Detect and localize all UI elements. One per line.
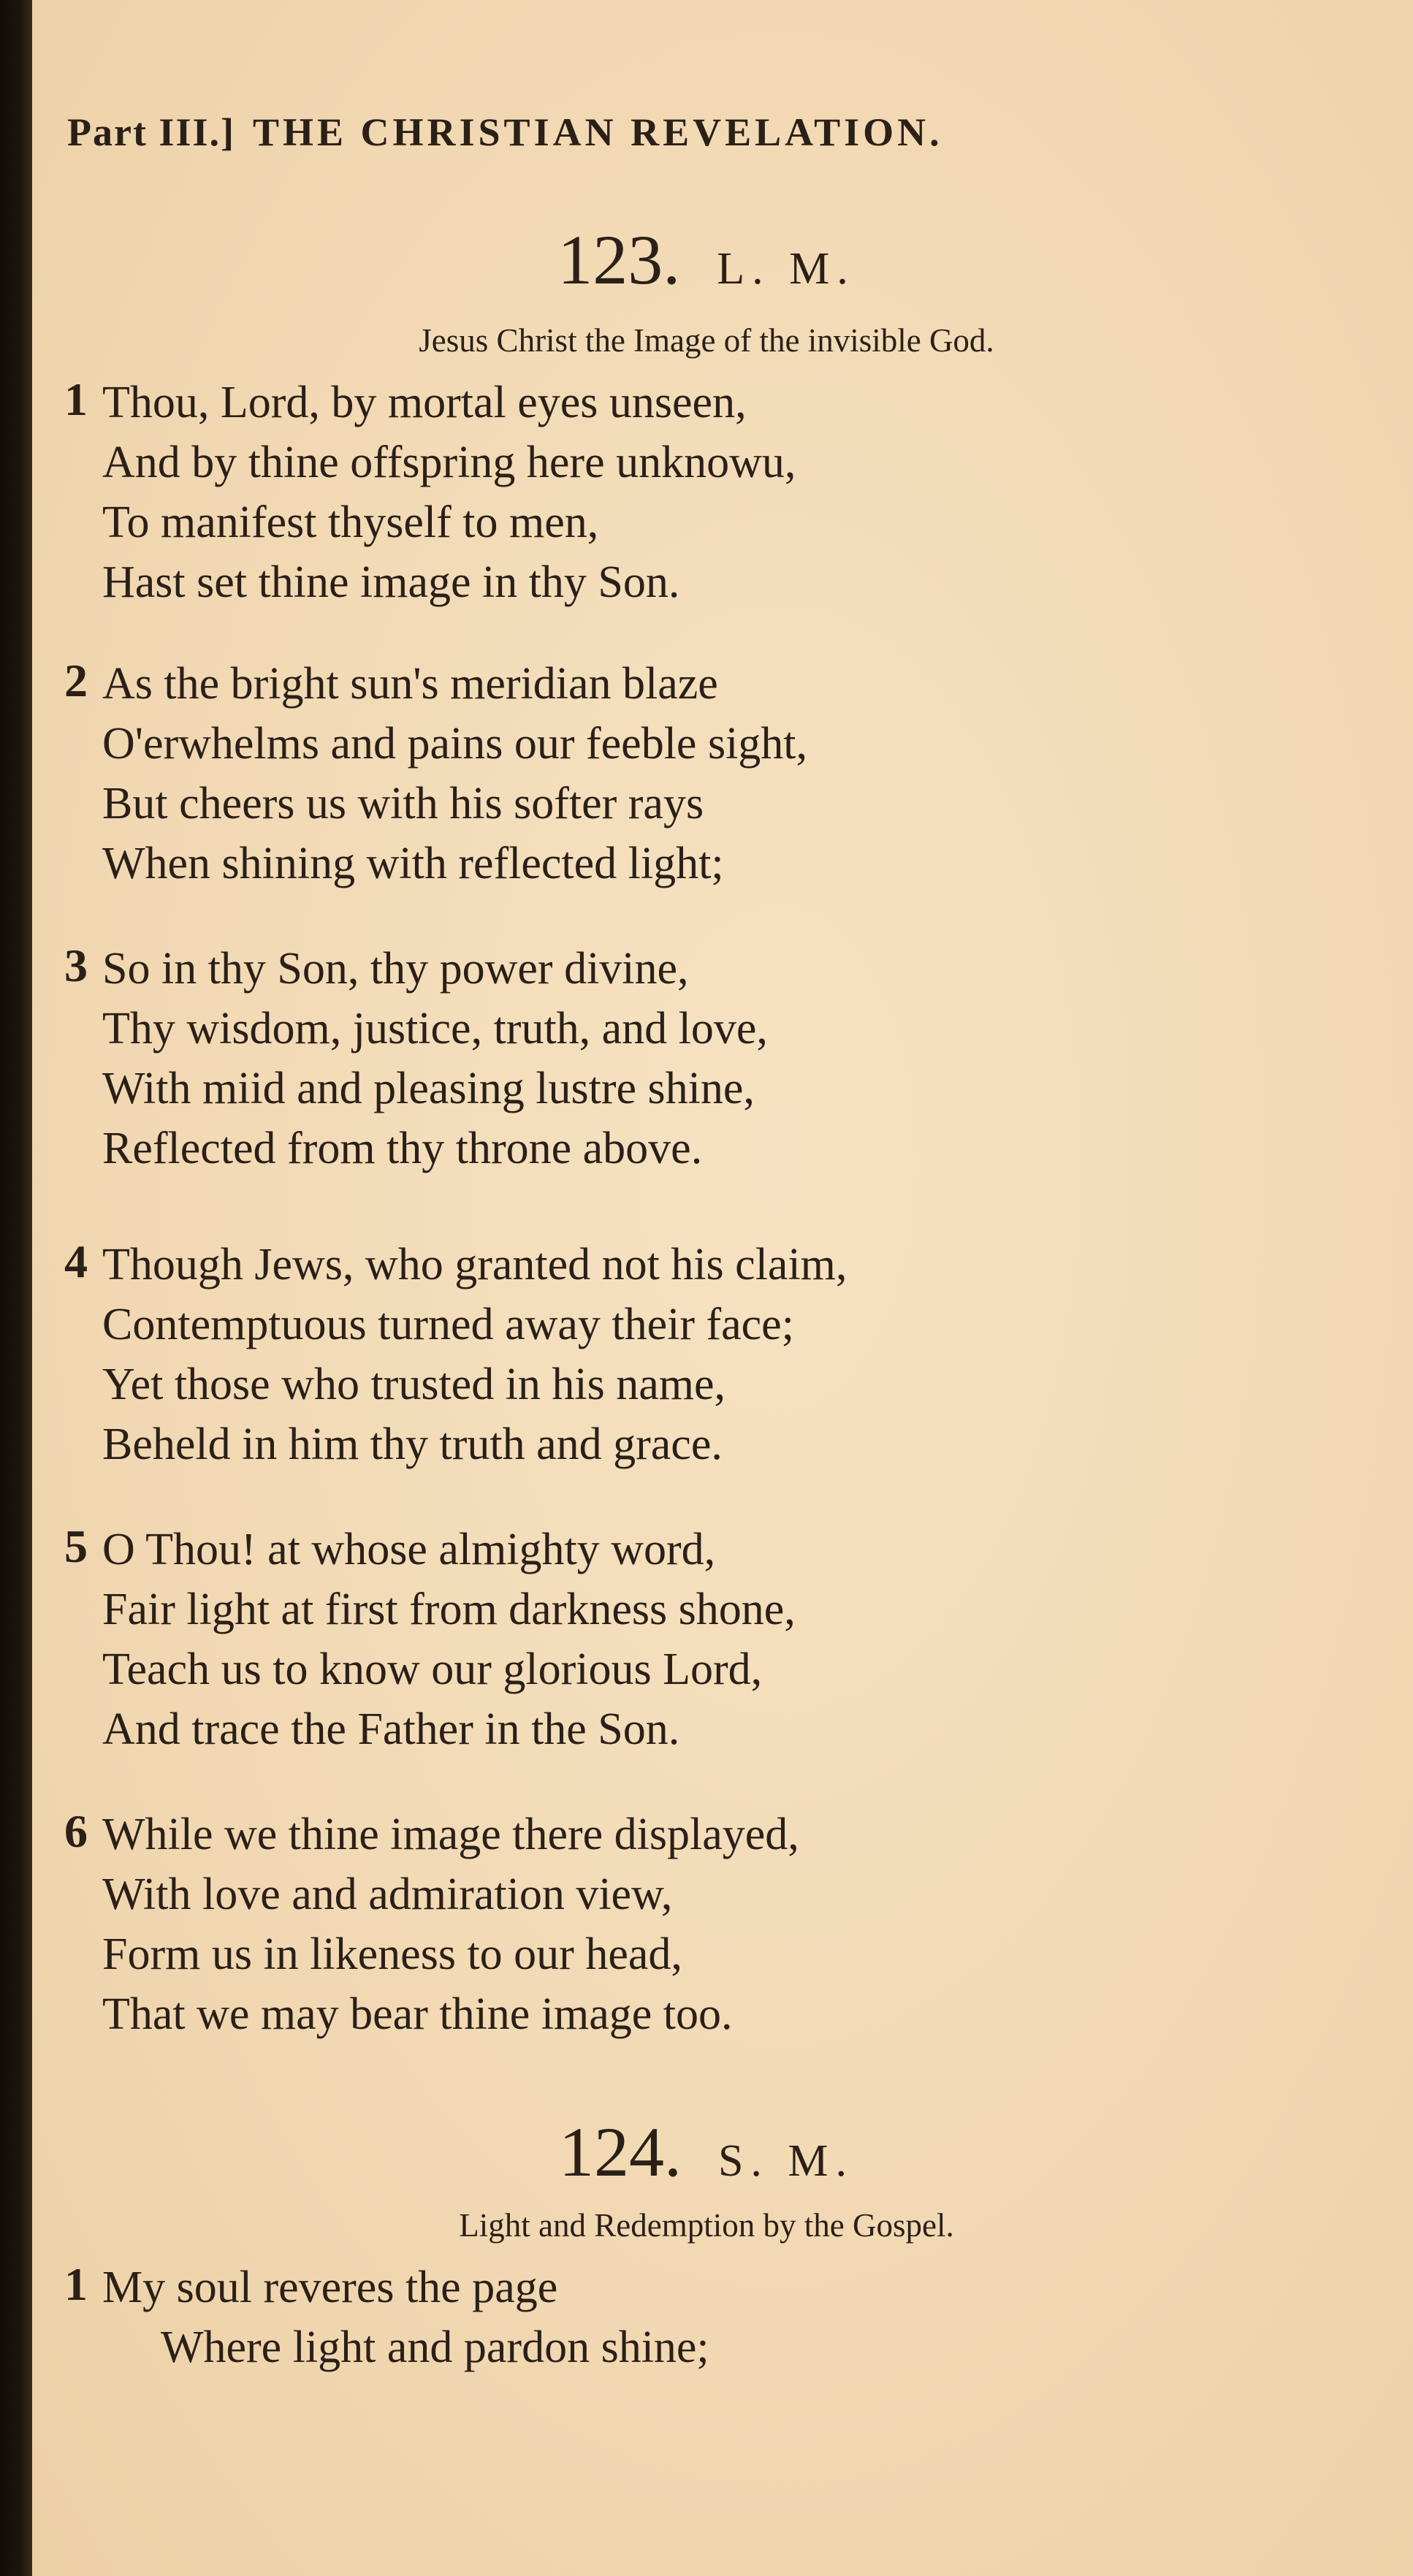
hymn-heading — [0, 219, 1413, 300]
verse-line: Contemptuous turned away their face; — [102, 1300, 794, 1349]
verse-line: So in thy Son, thy power divine, — [102, 944, 689, 994]
hymn-number: 123. — [557, 221, 681, 299]
verse-number: 1 — [64, 373, 88, 425]
header-title: THE CHRISTIAN REVELATION. — [252, 110, 943, 154]
verse-line: With love and admiration view, — [102, 1870, 673, 1919]
verse-line: Teach us to know our glorious Lord, — [102, 1645, 763, 1694]
hymn-meter: L. M. — [717, 244, 856, 294]
verse-line: When shining with reflected light; — [102, 839, 724, 888]
hymn-meter: S. M. — [717, 2136, 855, 2186]
verse-line: Thy wisdom, justice, truth, and love, — [102, 1004, 768, 1053]
hymn-subtitle: Jesus Christ the Image of the invisible God. — [419, 322, 994, 359]
verse-number: 6 — [64, 1805, 88, 1857]
verse-line: Where light and pardon shine; — [161, 2322, 709, 2372]
verse-line: As the bright sun's meridian blaze — [102, 659, 718, 709]
verse-line: That we may bear thine image too. — [102, 1989, 733, 2039]
running-header — [67, 110, 1134, 155]
header-part: Part III.] — [67, 110, 235, 154]
verse-number: 5 — [64, 1520, 88, 1572]
verse-line: Thou, Lord, by mortal eyes unseen, — [102, 378, 747, 427]
verse-line: Form us in likeness to our head, — [102, 1929, 682, 1979]
verse-line: With miid and pleasing lustre shine, — [102, 1064, 755, 1113]
verse-line: And by thine offspring here unknowu, — [102, 438, 796, 487]
verse-line: Reflected from thy throne above. — [102, 1124, 703, 1173]
hymn-heading — [0, 2111, 1413, 2192]
verse-number: 4 — [64, 1235, 88, 1287]
hymn-subtitle: Light and Redemption by the Gospel. — [459, 2207, 954, 2244]
verse-line: While we thine image there displayed, — [102, 1810, 799, 1859]
hymn-number: 124. — [558, 2113, 682, 2191]
verse-line: Fair light at first from darkness shone, — [102, 1585, 796, 1634]
verse-line: Beheld in him thy truth and grace. — [102, 1420, 723, 1469]
verse-line: O Thou! at whose almighty word, — [102, 1525, 716, 1574]
verse-line: But cheers us with his softer rays — [102, 779, 704, 828]
verse-number: 2 — [64, 655, 88, 706]
verse-line: Yet those who trusted in his name, — [102, 1360, 726, 1409]
verse-line: To manifest thyself to men, — [102, 498, 599, 547]
verse-line: O'erwhelms and pains our feeble sight, — [102, 719, 808, 769]
verse-number: 3 — [64, 940, 88, 991]
verse-line: My soul reveres the page — [102, 2263, 558, 2312]
verse-line: And trace the Father in the Son. — [102, 1704, 680, 1754]
verse-line: Though Jews, who granted not his claim, — [102, 1240, 848, 1289]
verse-number: 1 — [64, 2258, 88, 2310]
verse-line: Hast set thine image in thy Son. — [102, 557, 680, 607]
